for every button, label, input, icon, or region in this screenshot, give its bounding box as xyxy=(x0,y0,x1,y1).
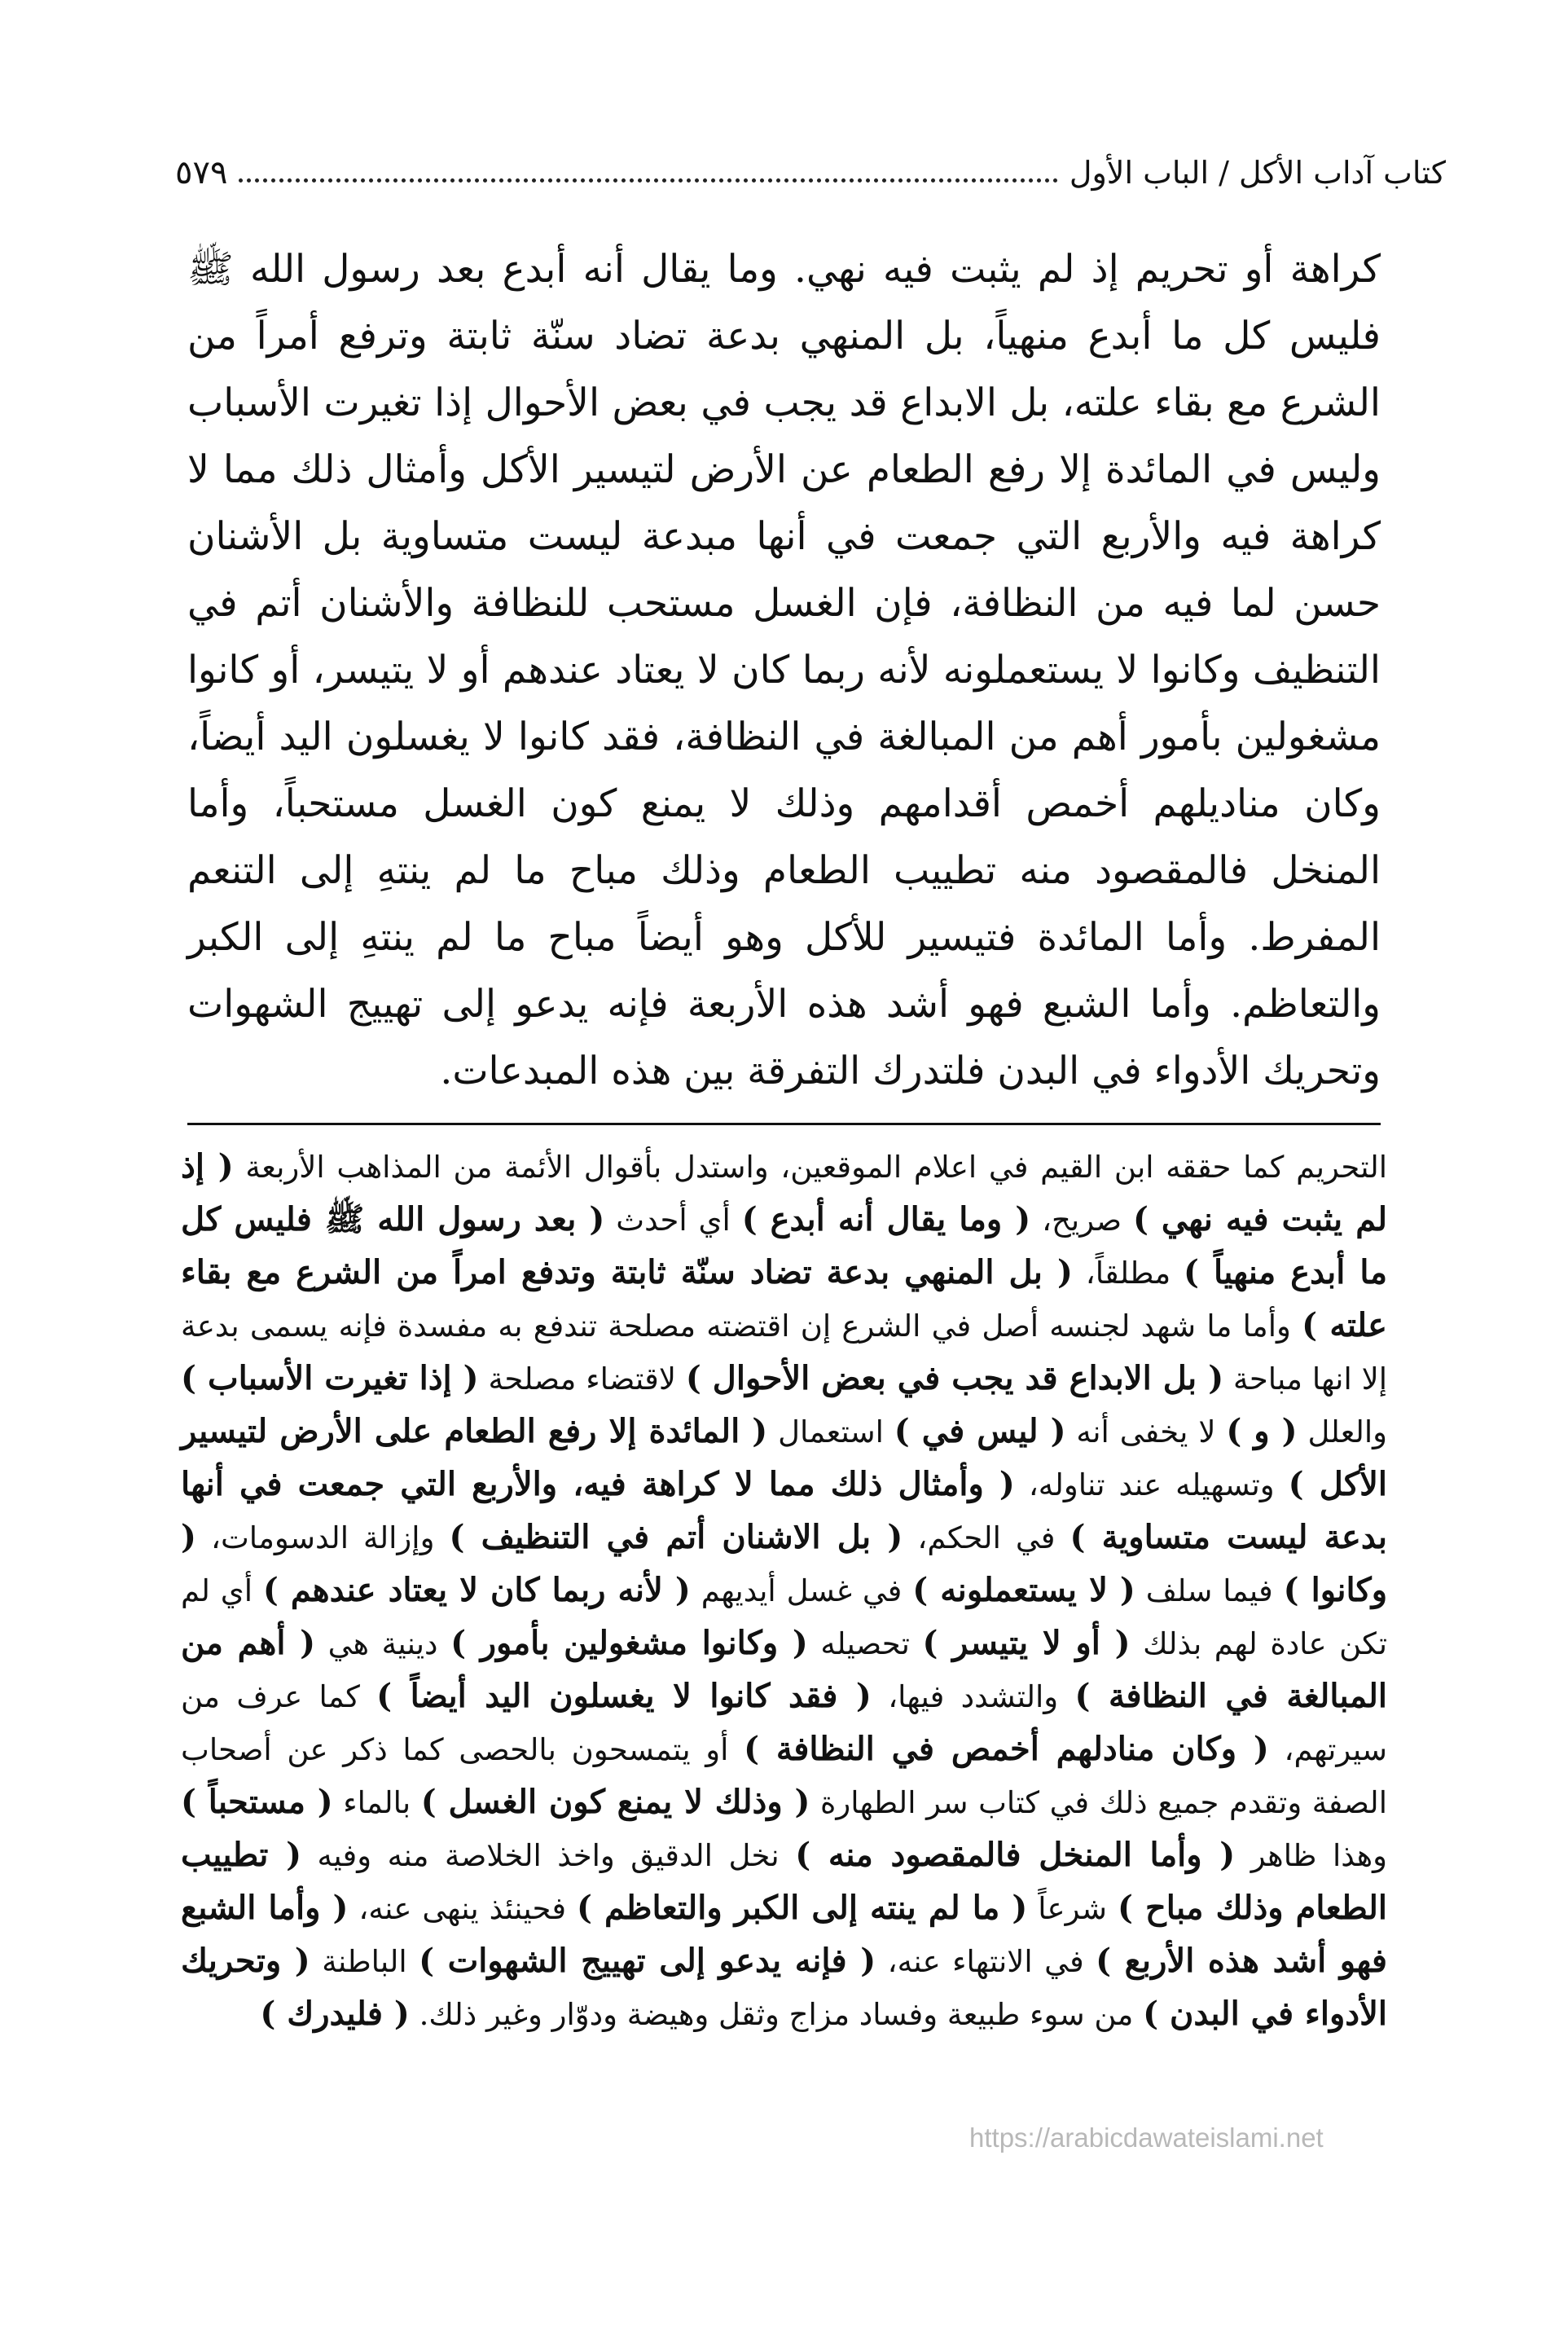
footnote-quote: ( المائدة إلا رفع الطعام على الأرض لتيسير الأكل ) xyxy=(181,1412,1388,1503)
footnote-commentary: وهذا ظاهر xyxy=(1250,1838,1388,1873)
footnote-quote: ( ليس في ) xyxy=(894,1412,1066,1450)
footnote-commentary: في الانتهاء عنه، xyxy=(887,1944,1084,1979)
footnote-commentary: لا يخفى أنه xyxy=(1076,1414,1216,1449)
footnote-quote: ( فليدرك ) xyxy=(260,1995,410,2033)
footnote-commentary: نخل الدقيق واخذ الخلاصة منه وفيه xyxy=(317,1838,780,1873)
footnote-quote: ( وما يقال أنه أبدع ) xyxy=(741,1200,1031,1238)
footnote-quote: ( وأمثال ذلك مما لا كراهة فيه، والأربع التي جمعت في أنها بدعة ليست متساوية ) xyxy=(181,1465,1388,1556)
footnote-block xyxy=(181,1141,1387,2041)
footnote-quote: ( تطييب الطعام وذلك مباح ) xyxy=(181,1836,1388,1927)
footnote-commentary: من سوء طبيعة وفساد مزاج وثقل وهيضة ودوّار وغير ذلك. xyxy=(419,1997,1134,2032)
footnote-commentary: أي لم تكن عادة لهم بذلك xyxy=(181,1573,1387,1661)
footnote-quote: ( بل الاشنان أتم في التنظيف ) xyxy=(449,1518,903,1556)
footnote-quote: ( ما لم ينته إلى الكبر والتعاظم ) xyxy=(577,1889,1028,1927)
watermark-url: https://arabicdawateislami.net xyxy=(969,2122,1324,2153)
footnote-commentary: أي أحدث xyxy=(616,1203,731,1238)
footnote-commentary: فيما سلف xyxy=(1145,1573,1273,1608)
footnote-commentary: تحصيله xyxy=(820,1626,910,1661)
footnote-commentary: لاقتضاء مصلحة xyxy=(488,1361,676,1397)
footnote-commentary: كما عرف من سيرتهم، xyxy=(181,1679,1388,1767)
footnote-commentary: في غسل أيديهم xyxy=(701,1573,903,1608)
footnote-quote: ( وذلك لا يمنع كون الغسل ) xyxy=(420,1783,810,1821)
footnote-quote: ( إذا تغيرت الأسباب ) xyxy=(181,1359,479,1397)
footnote-quote: ( بعد رسول الله ﷺ فليس كل ما أبدع منهياً ) xyxy=(181,1200,1388,1291)
chapter-title: كتاب آداب الأكل / الباب الأول xyxy=(1069,155,1446,191)
footnote-quote: ( وأما المنخل فالمقصود منه ) xyxy=(795,1836,1236,1874)
footnote-quote: ( وكانوا ) xyxy=(181,1518,1388,1609)
footnote-quote: ( فقد كانوا لا يغسلون اليد أيضاً ) xyxy=(376,1677,872,1715)
footnote-quote: ( مستحباً ) xyxy=(181,1783,333,1821)
footnote-commentary: شرعاً xyxy=(1038,1891,1108,1926)
footnote-commentary: التحريم كما حققه ابن القيم في اعلام الموقعين، واستدل بأقوال الأئمة من المذاهب الأربعة xyxy=(245,1150,1388,1185)
footnote-commentary: أو يتمسحون بالحصى كما ذكر عن أصحاب الصفة وتقدم جميع ذلك في كتاب سر الطهارة xyxy=(181,1732,1387,1820)
footnote-commentary: في الحكم، xyxy=(917,1520,1056,1555)
footnote-commentary: استعمال xyxy=(778,1414,884,1449)
footnote-quote: ( بل المنهي بدعة تضاد سنّة ثابتة وتدفع امراً من الشرع مع بقاء علته ) xyxy=(181,1253,1387,1344)
footnote-quote: ( لا يستعملونه ) xyxy=(912,1571,1135,1609)
footnote-paragraph xyxy=(181,1141,1387,2041)
footnote-commentary: وأما ما شهد لجنسه أصل في الشرع إن اقتضته مصلحة تندفع به مفسدة فإنه يسمى بدعة إلا انها مباحة xyxy=(181,1309,1388,1397)
footnote-commentary: صريح، xyxy=(1042,1203,1122,1238)
main-paragraph: كراهة أو تحريم إذ لم يثبت فيه نهي. وما يقال أنه أبدع بعد رسول الله ﷺ فليس كل ما أبدع منهياً، بل المنهي بدعة تضاد سنّة ثابتة وترفع أمراً من الشرع مع بقاء علته، بل الابداع قد يجب في بعض الأحوال إذا تغيرت الأسباب وليس في المائدة إلا رفع الطعام عن الأرض لتيسير الأكل وأمثال ذلك مما لا كراهة فيه والأربع التي جمعت في أنها مبدعة ليست متساوية بل الأشنان حسن لما فيه من النظافة، فإن الغسل مستحب للنظافة والأشنان أتم في التنظيف وكانوا لا يستعملونه لأنه ربما كان لا يعتاد عندهم أو لا يتيسر، أو كانوا مشغولين بأمور أهم من المبالغة في النظافة، فقد كانوا لا يغسلون اليد أيضاً، وكان مناديلهم أخمص أقدامهم وذلك لا يمنع كون الغسل مستحباً، وأما المنخل فالمقصود منه تطييب الطعام وذلك مباح ما لم ينتهِ إلى التنعم المفرط. وأما المائدة فتيسير للأكل وهو أيضاً مباح ما لم ينتهِ إلى الكبر والتعاظم. وأما الشبع فهو أشد هذه الأربعة فإنه يدعو إلى تهييج الشهوات وتحريك الأدواء في البدن فلتدرك التفرقة بين هذه المبدعات. xyxy=(187,247,1381,1093)
footnote-quote: ( أهم من المبالغة في النظافة ) xyxy=(181,1624,1387,1715)
header-dot-leader xyxy=(239,164,1057,183)
footnote-quote: ( إذ لم يثبت فيه نهي ) xyxy=(181,1147,1388,1238)
footnote-commentary: الباطنة xyxy=(322,1944,407,1979)
main-text-block xyxy=(187,236,1381,1105)
footnote-quote: ( لأنه ربما كان لا يعتاد عندهم ) xyxy=(262,1571,691,1609)
footnote-commentary: بالماء xyxy=(343,1785,411,1820)
running-header xyxy=(175,148,1446,197)
footnote-commentary: والعلل xyxy=(1307,1414,1388,1449)
footnote-quote: ( وكانوا مشغولين بأمور ) xyxy=(450,1624,808,1662)
footnote-commentary: دينية هي xyxy=(327,1626,438,1661)
footnote-separator xyxy=(187,1123,1381,1125)
footnote-quote: ( بل الابداع قد يجب في بعض الأحوال ) xyxy=(685,1359,1224,1397)
footnote-commentary: وإزالة الدسومات، xyxy=(211,1520,435,1555)
page-number: ٥٧٩ xyxy=(175,154,228,191)
footnote-commentary: وتسهيله عند تناوله، xyxy=(1028,1467,1275,1502)
footnote-commentary: فحينئذ ينهى عنه، xyxy=(358,1891,567,1926)
footnote-commentary: والتشدد فيها، xyxy=(888,1679,1059,1714)
footnote-quote: ( فإنه يدعو إلى تهييج الشهوات ) xyxy=(419,1942,876,1980)
footnote-quote: ( وتحريك الأدواء في البدن ) xyxy=(181,1942,1387,2033)
footnote-quote: ( وكان منادلهم أخمص في النظافة ) xyxy=(744,1730,1269,1768)
footnote-commentary: مطلقاً، xyxy=(1085,1256,1171,1291)
footnote-quote: ( و ) xyxy=(1226,1412,1298,1450)
footnote-quote: ( وأما الشبع فهو أشد هذه الأربع ) xyxy=(181,1889,1388,1980)
footnote-quote: ( أو لا يتيسر ) xyxy=(922,1624,1131,1662)
